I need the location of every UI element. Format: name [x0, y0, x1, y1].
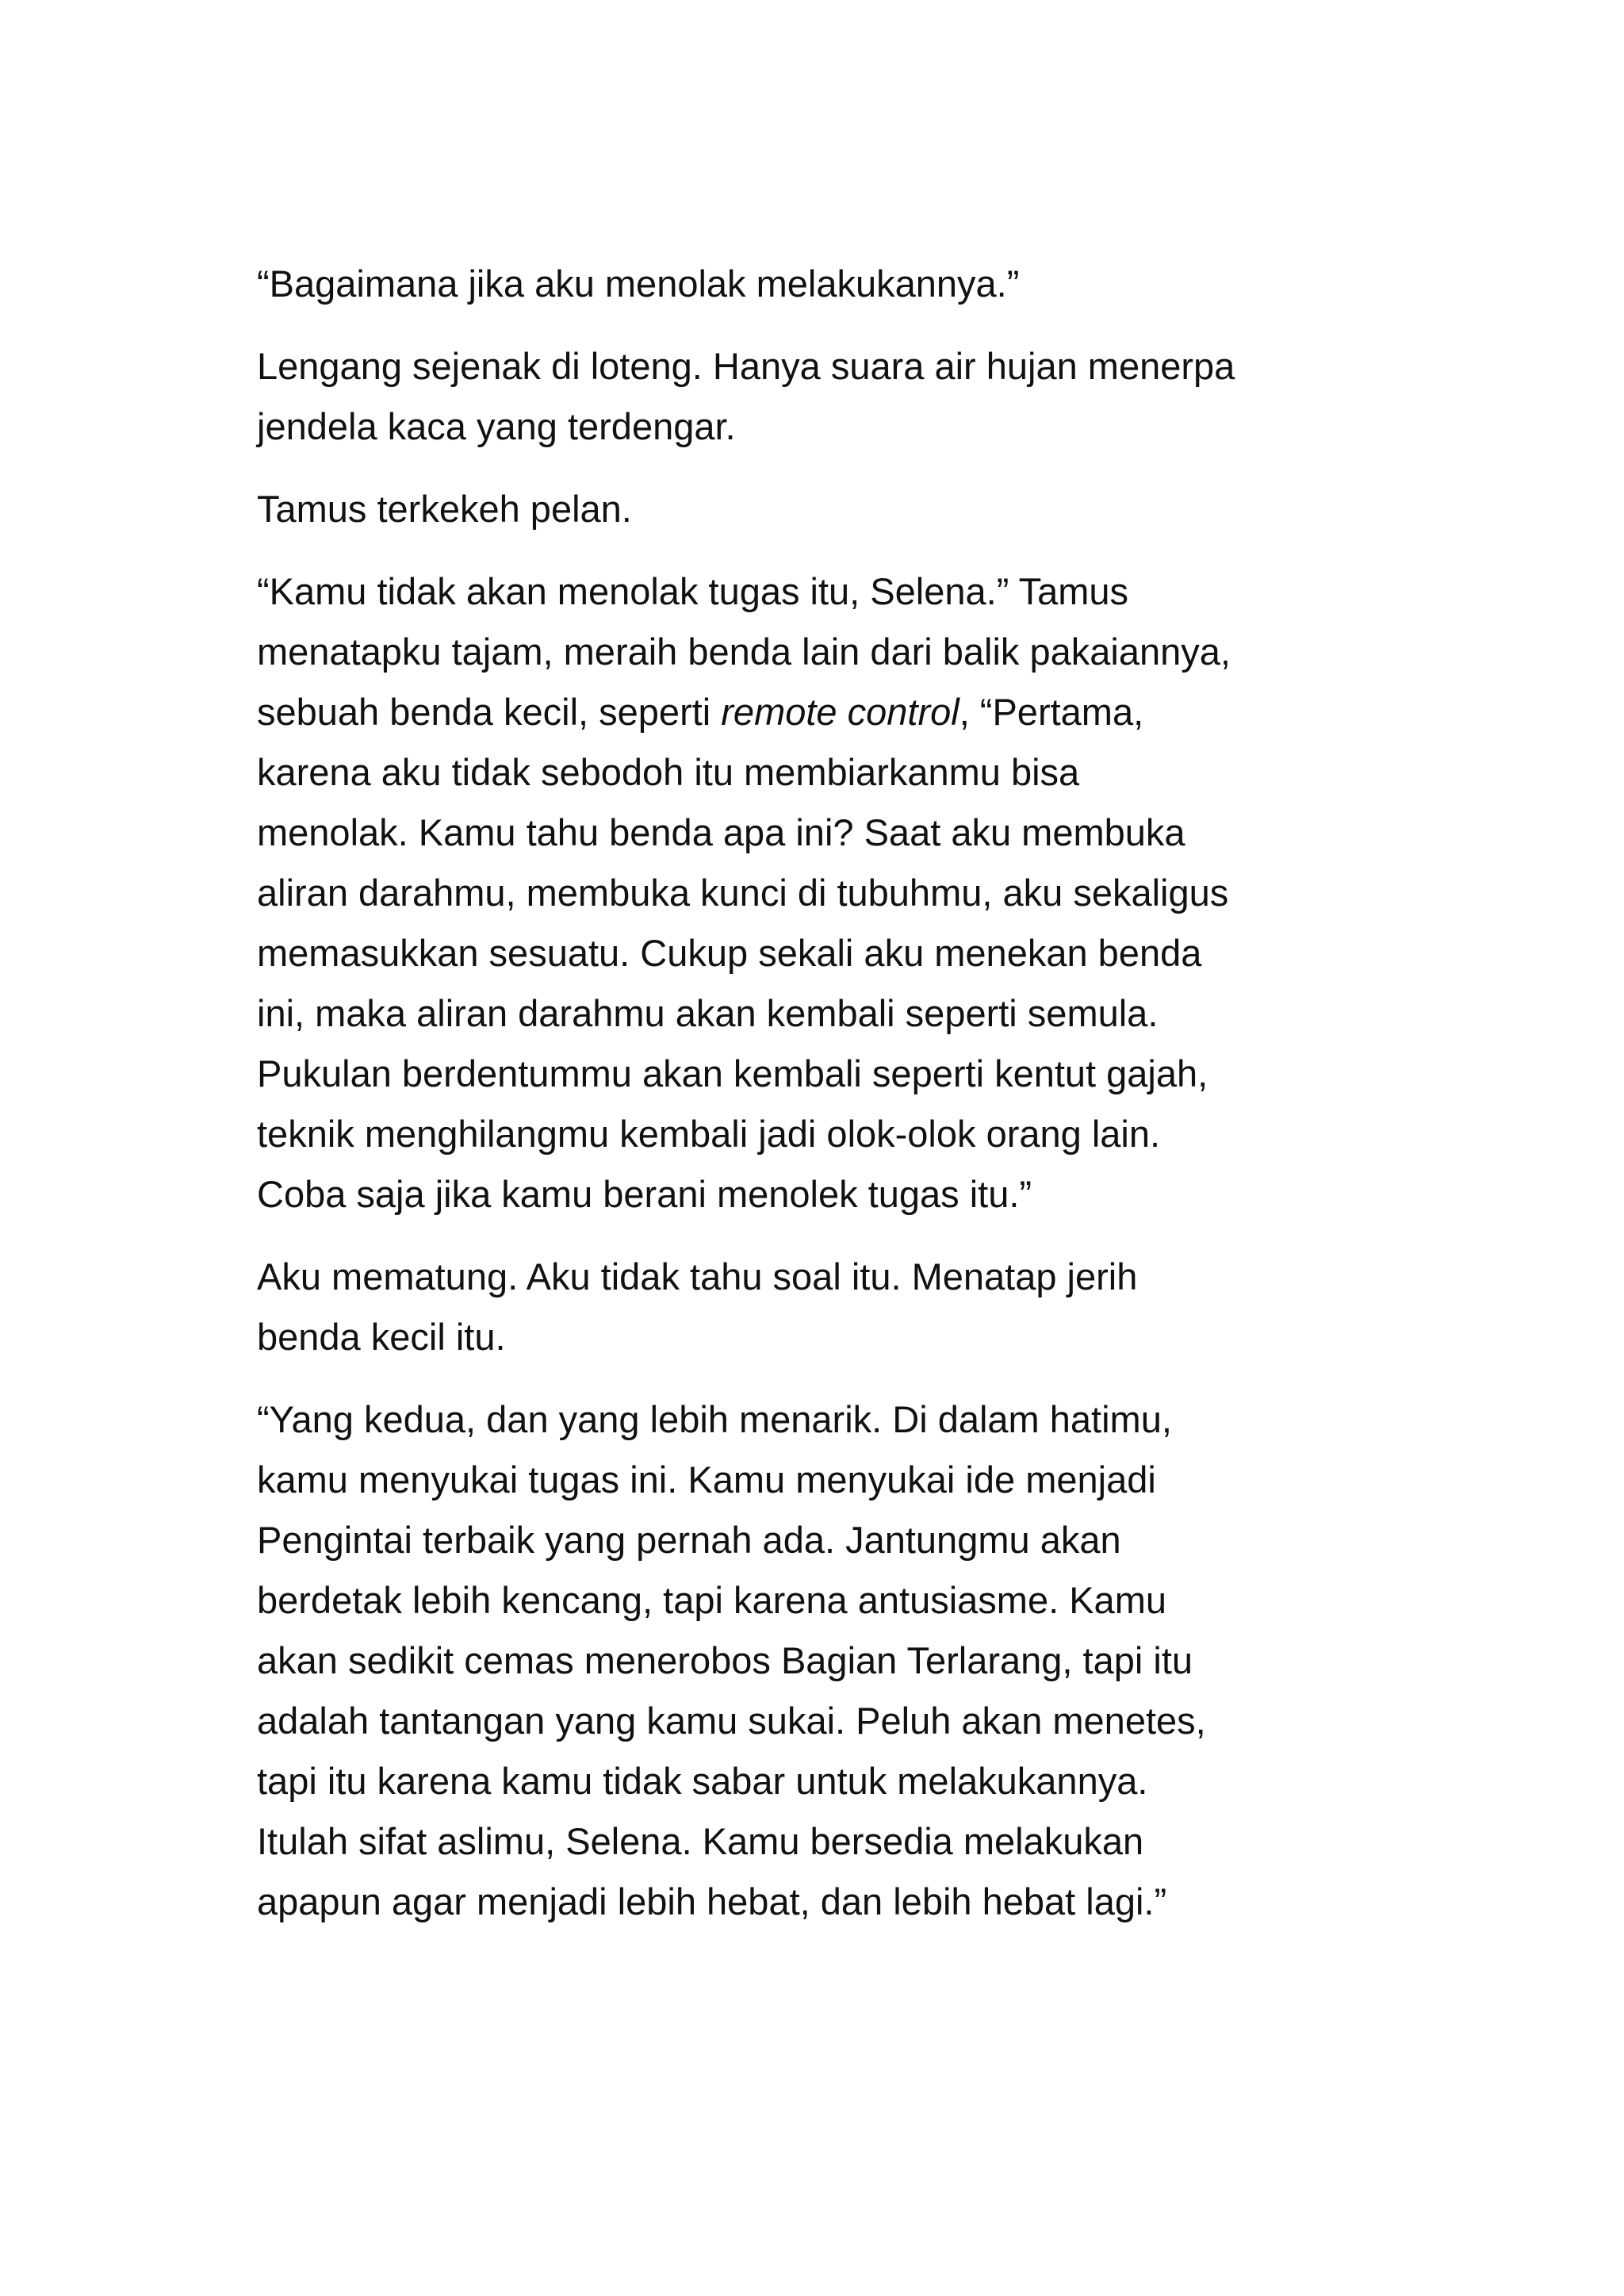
story-text [257, 254, 1399, 1954]
paragraph-1: “Bagaimana jika aku menolak melakukannya.” [257, 263, 1020, 305]
paragraph-6: “Yang kedua, dan yang lebih menarik. Di dalam hatimu, kamu menyukai tugas ini. Kamu menyukai ide menjadi Pengintai terbaik yang pernah ada. Jantungmu akan berdetak lebih kencang, tapi karena antusiasme. Kamu akan sedikit cemas menerobos Bagian Terlarang, tapi itu adalah tantangan yang kamu sukai. Peluh akan menetes, tapi itu karena kamu tidak sabar untuk melakukannya. Itulah sifat aslimu, Selena. Kamu bersedia melakukan apapun agar menjadi lebih hebat, dan lebih hebat lagi.” [257, 1398, 1206, 1922]
paragraph-4-italic-term: remote control [721, 691, 959, 733]
paragraph-5: Aku mematung. Aku tidak tahu soal itu. Menatap jerih benda kecil itu. [257, 1255, 1138, 1358]
paragraph-4-text-after: , “Pertama, karena aku tidak sebodoh itu membiarkanmu bisa menolak. Kamu tahu benda apa ini? Saat aku membuka aliran darahmu, membuka kunci di tubuhmu, aku sekaligus memasukkan sesuatu. Cukup sekali aku menekan benda ini, maka aliran darahmu akan kembali seperti semula. Pukulan berdentummu akan kembali seperti kentut gajah, teknik menghilangmu kembali jadi olok-olok orang lain. Coba saja jika kamu berani menolek tugas itu.” [257, 691, 1229, 1215]
paragraph-2: Lengang sejenak di loteng. Hanya suara air hujan menerpa jendela kaca yang terdengar. [257, 345, 1235, 447]
paragraph-3: Tamus terkekeh pelan. [257, 488, 632, 530]
paragraph-4-text-before: “Kamu tidak akan menolak tugas itu, Selena.” Tamus menatapku tajam, meraih benda lain dari balik pakaiannya, sebuah benda kecil, seperti [257, 570, 1231, 733]
paragraph-4 [257, 562, 1399, 1225]
